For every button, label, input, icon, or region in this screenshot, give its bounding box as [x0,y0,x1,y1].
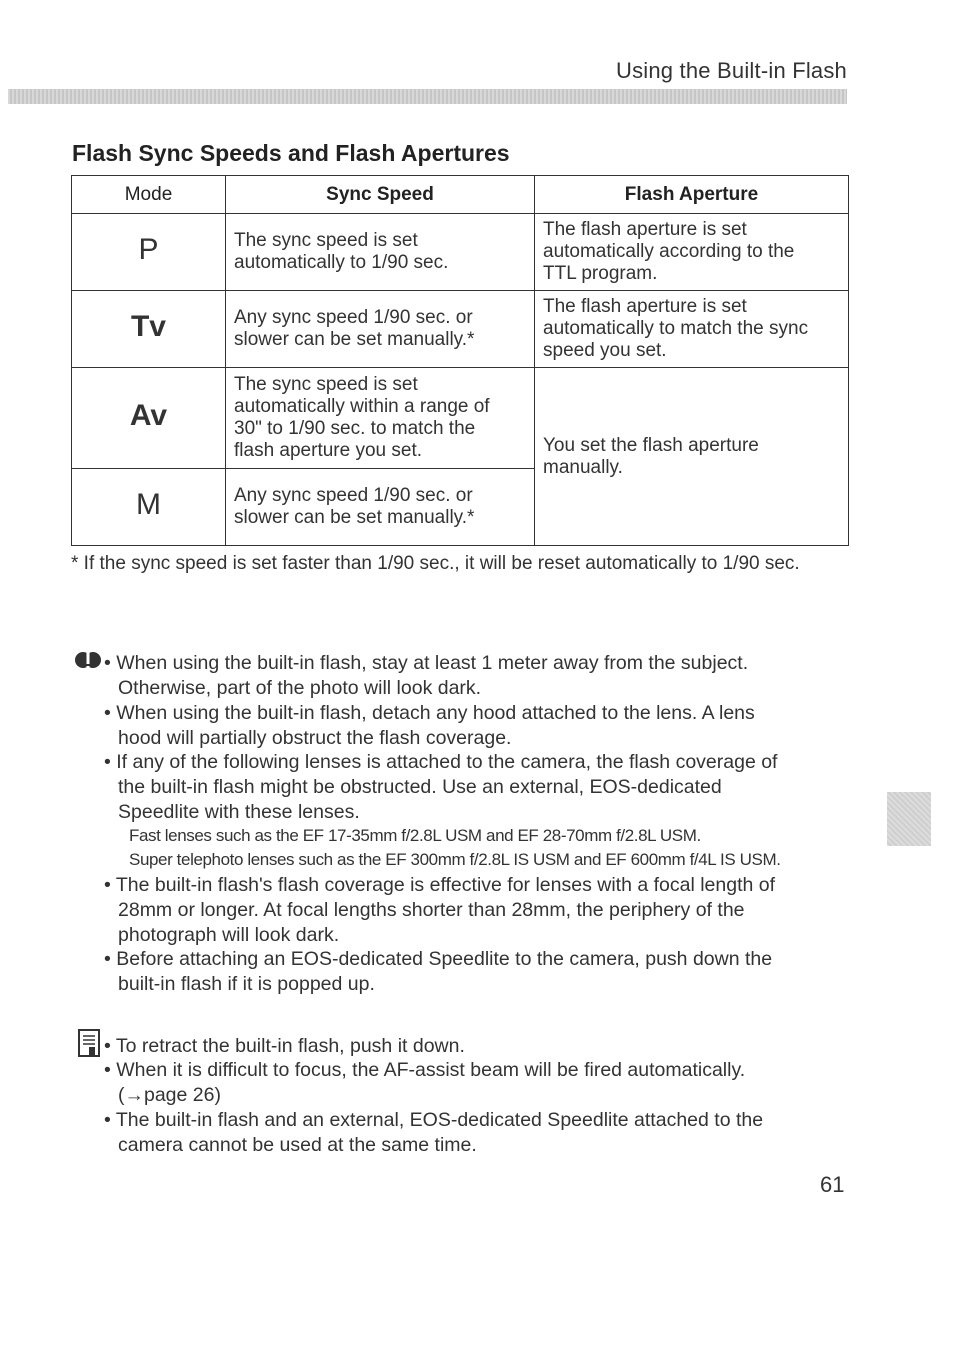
sync-text: 30" to 1/90 sec. to match the [234,418,476,439]
header-flash-aperture: Flash Aperture [535,176,849,214]
caution-line: • If any of the following lenses is attached to the camera, the flash coverage of [104,751,778,773]
caution-line: Super telephoto lenses such as the EF 300mm f/2.8L IS USM and EF 600mm f/4L IS USM. [129,850,781,869]
aperture-text: The flash aperture is set [543,296,747,317]
sync-text: automatically within a range of [234,396,490,417]
sync-text: The sync speed is set [234,230,418,251]
header-mode: Mode [72,176,226,214]
caution-line: • When using the built-in flash, detach any hood attached to the lens. A lens [104,702,755,724]
sync-text: The sync speed is set [234,374,418,395]
mode-label-p: P [138,233,159,266]
sync-text: Any sync speed 1/90 sec. or [234,485,473,506]
memo-line: • The built-in flash and an external, EOS-dedicated Speedlite attached to the [104,1109,764,1131]
caution-line: Fast lenses such as the EF 17-35mm f/2.8L USM and EF 28-70mm f/2.8L USM. [129,826,701,845]
memo-line: • To retract the built-in flash, push it down. [104,1035,465,1057]
mode-label-tv: Tv [130,310,166,343]
page-number: 61 [820,1172,845,1197]
sync-text: automatically to 1/90 sec. [234,252,449,273]
mode-label-av: Av [129,399,168,432]
aperture-text: TTL program. [543,263,658,284]
section-title: Flash Sync Speeds and Flash Apertures [72,140,510,166]
memo-line: • When it is difficult to focus, the AF-assist beam will be fired automatically. [104,1059,746,1081]
caution-line: Otherwise, part of the photo will look dark. [118,677,482,699]
sync-text: flash aperture you set. [234,440,422,461]
caution-line: • When using the built-in flash, stay at least 1 meter away from the subject. [104,652,749,674]
memo-line: (→page 26) [118,1084,221,1106]
aperture-text: automatically to match the sync [543,318,809,339]
footnote: * If the sync speed is set faster than 1/90 sec., it will be reset automatically to 1/90 sec. [71,553,800,574]
memo-line: camera cannot be used at the same time. [118,1134,477,1156]
aperture-text: speed you set. [543,340,667,361]
mode-label-m: M [136,488,161,521]
aperture-text: The flash aperture is set [543,219,747,240]
header-sync-speed: Sync Speed [226,176,535,214]
running-header: Using the Built-in Flash [615,58,847,83]
chapter-side-tab [887,792,931,846]
caution-line: • The built-in flash's flash coverage is effective for lenses with a focal length of [104,874,776,896]
caution-line: • Before attaching an EOS-dedicated Speedlite to the camera, push down the [104,948,773,970]
aperture-text: automatically according to the [543,241,795,262]
sync-text: slower can be set manually.* [234,507,475,528]
aperture-text: manually. [543,456,623,478]
sync-text: slower can be set manually.* [234,329,475,350]
caution-line: photograph will look dark. [118,924,340,946]
caution-line: built-in flash if it is popped up. [118,973,375,995]
sync-text: Any sync speed 1/90 sec. or [234,307,473,328]
caution-line: Speedlite with these lenses. [118,801,360,823]
caution-line: 28mm or longer. At focal lengths shorter than 28mm, the periphery of the [118,899,745,921]
aperture-text: You set the flash aperture [543,434,759,456]
caution-line: hood will partially obstruct the flash coverage. [118,727,512,749]
caution-line: the built-in flash might be obstructed. Use an external, EOS-dedicated [118,776,722,798]
